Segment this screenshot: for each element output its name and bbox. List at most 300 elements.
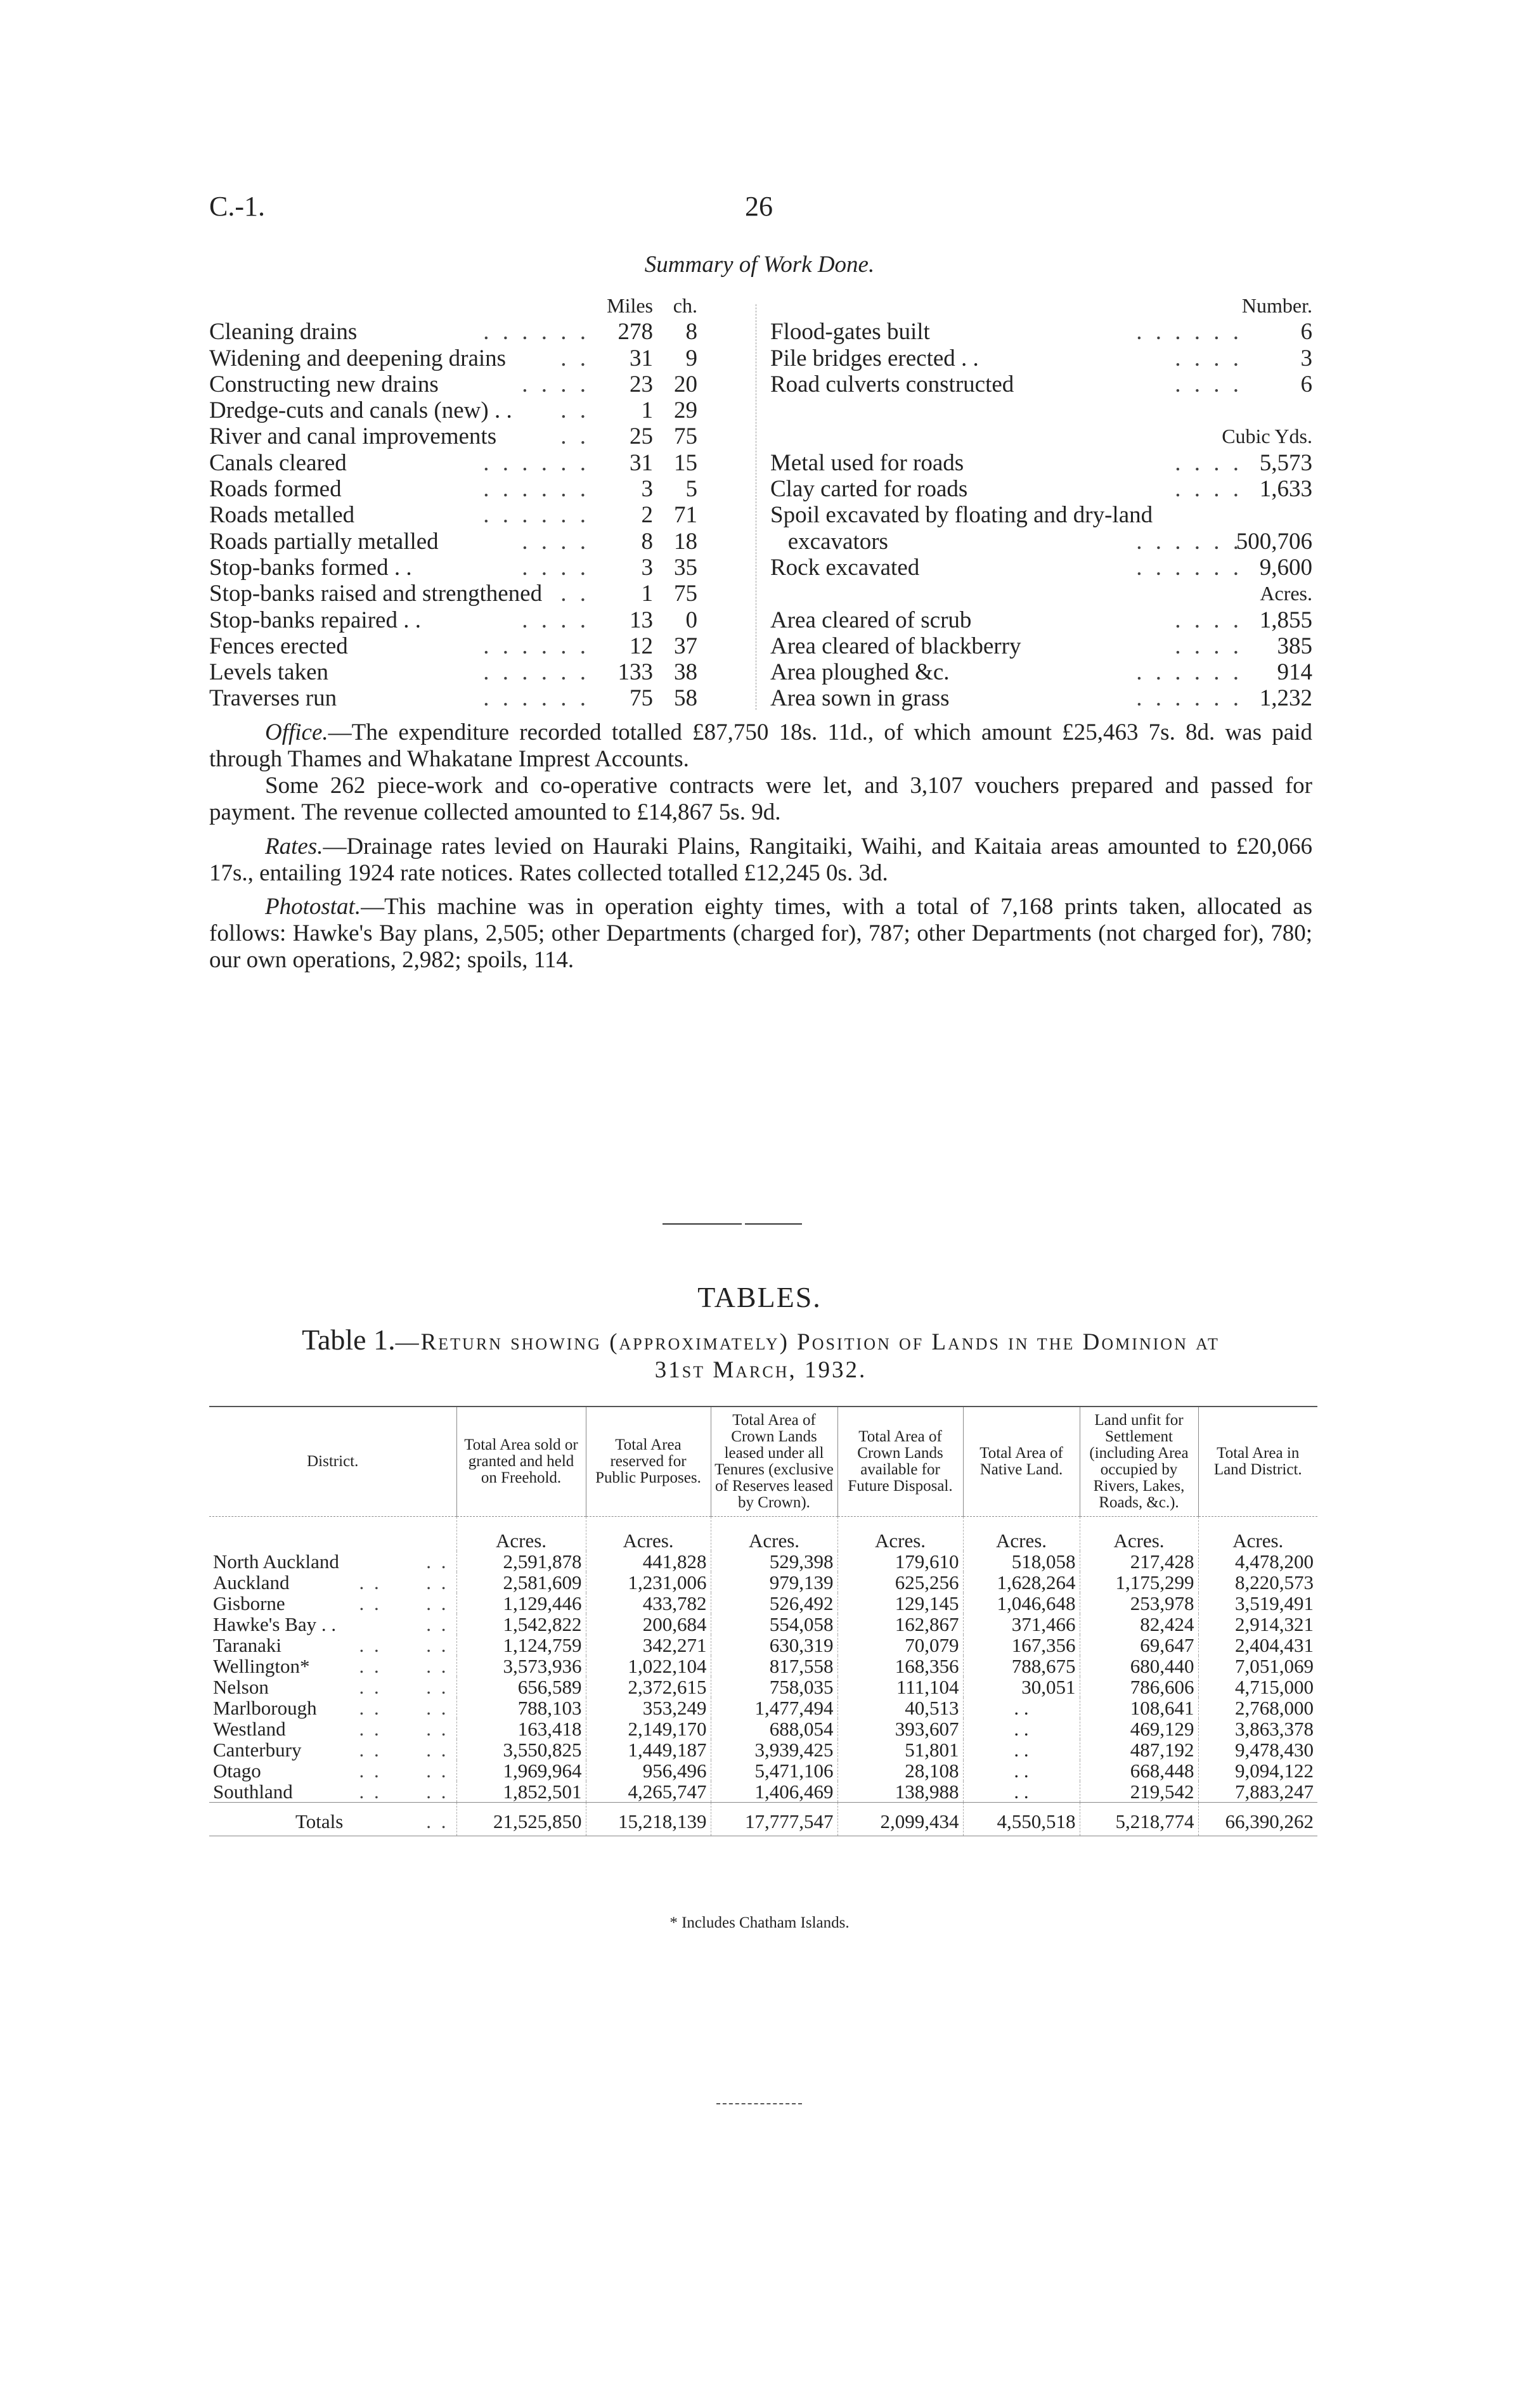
table-row (209, 1739, 1317, 1760)
value-cell: 2,768,000 (1198, 1697, 1317, 1718)
district-cell (209, 1760, 456, 1781)
chains-unit-header: ch. (673, 294, 697, 317)
value-cell: 2,581,609 (456, 1572, 586, 1593)
summary-right-row (770, 555, 1312, 581)
column-header: Total Area of Crown Lands available for Future Disposal. (837, 1407, 963, 1517)
table-row (209, 1614, 1317, 1635)
district-name: Nelson (213, 1676, 269, 1698)
value-cell: 7,051,069 (1198, 1656, 1317, 1677)
value-cell: 680,440 (1080, 1656, 1198, 1677)
table1-name: Table 1. (302, 1323, 396, 1356)
leader-dots: . . . . (522, 607, 590, 633)
value-cell: 788,675 (963, 1656, 1080, 1677)
value-cell: 2,591,878 (456, 1551, 586, 1572)
value-cell: 1,628,264 (963, 1572, 1080, 1593)
value-cell: 554,058 (711, 1614, 837, 1635)
leader-dots: . . . . . . (483, 319, 590, 345)
unit-cell: Acres. (1080, 1517, 1198, 1552)
leader-dots: . . . . (359, 1571, 449, 1594)
value-cell: 3,550,825 (456, 1739, 586, 1760)
district-name: Wellington* (213, 1655, 310, 1677)
district-cell (209, 1572, 456, 1593)
value-cell: 526,492 (711, 1593, 837, 1614)
leader-dots: . . (560, 423, 590, 450)
total-value-cell: 21,525,850 (456, 1803, 586, 1836)
value-cell: . . (963, 1781, 1080, 1803)
total-value-cell: 2,099,434 (837, 1803, 963, 1836)
unit-cell: Acres. (711, 1517, 837, 1552)
work-item-value: 9,600 (1259, 554, 1312, 581)
value-cell: 168,356 (837, 1656, 963, 1677)
summary-right-column (770, 293, 1312, 712)
leader-dots: . . . . (359, 1780, 449, 1803)
district-cell (209, 1739, 456, 1760)
table-footnote: * Includes Chatham Islands. (669, 1914, 850, 1931)
value-cell: 1,969,964 (456, 1760, 586, 1781)
value-cell: 2,914,321 (1198, 1614, 1317, 1635)
office-heading: Office. (265, 719, 328, 745)
miles-value: 25 (630, 423, 653, 450)
work-item-label: River and canal improvements (209, 423, 497, 450)
value-cell: 9,094,122 (1198, 1760, 1317, 1781)
leader-dots: . . . . . . (1136, 319, 1243, 345)
district-name: North Auckland (213, 1550, 339, 1573)
leader-dots: . . . . (359, 1676, 449, 1698)
value-cell: 40,513 (837, 1697, 963, 1718)
value-cell: 4,265,747 (586, 1781, 711, 1803)
leader-dots: . . . . (359, 1697, 449, 1719)
miles-value: 133 (617, 659, 653, 686)
total-value-cell: 4,550,518 (963, 1803, 1080, 1836)
summary-right-row (770, 633, 1312, 659)
leader-dots: . . . . (359, 1634, 449, 1656)
district-cell (209, 1697, 456, 1718)
value-cell: 342,271 (586, 1635, 711, 1656)
miles-value: 13 (630, 607, 653, 633)
district-cell (209, 1677, 456, 1697)
miles-unit-header: Miles (607, 294, 653, 317)
district-name: Westland (213, 1718, 286, 1740)
value-cell: 469,129 (1080, 1718, 1198, 1739)
value-cell: . . (963, 1739, 1080, 1760)
chains-value: 75 (674, 423, 697, 450)
work-item-label: Roads formed (209, 476, 342, 503)
summary-right-row (770, 371, 1312, 397)
district-cell (209, 1551, 456, 1572)
leader-dots: . . . . (1175, 476, 1243, 503)
table-row (209, 1593, 1317, 1614)
value-cell: 1,022,104 (586, 1656, 711, 1677)
value-cell: 179,610 (837, 1551, 963, 1572)
value-cell: . . (963, 1760, 1080, 1781)
value-cell: 253,978 (1080, 1593, 1198, 1614)
value-cell: 129,145 (837, 1593, 963, 1614)
work-item-label: Metal used for roads (770, 449, 964, 476)
work-item-label: Pile bridges erected . . (770, 345, 979, 371)
column-header: Total Area sold or granted and held on Freehold. (456, 1407, 586, 1517)
summary-right-row (770, 659, 1312, 685)
value-cell: 217,428 (1080, 1551, 1198, 1572)
value-cell: 4,478,200 (1198, 1551, 1317, 1572)
section-divider (663, 1223, 742, 1225)
photostat-text: —This machine was in operation eighty times, with a total of 7,168 prints taken, allocated as follows: Hawke's Bay plans, 2,505; other Departments (charged for), 787; other Departments (not charged for), 780; our own operations, 2,982; spoils, 114. (209, 894, 1312, 973)
leader-dots: . . . . . . (483, 502, 590, 529)
district-name: Otago (213, 1760, 261, 1782)
leader-dots: . . . . . . (483, 685, 590, 712)
value-cell: 630,319 (711, 1635, 837, 1656)
page-number: 26 (745, 191, 773, 222)
rates-heading: Rates. (265, 834, 323, 860)
value-cell: 3,519,491 (1198, 1593, 1317, 1614)
work-item-label: Widening and deepening drains (209, 345, 507, 371)
chains-value: 75 (674, 581, 697, 607)
miles-value: 3 (641, 476, 653, 503)
table-row (209, 1551, 1317, 1572)
chains-value: 18 (674, 528, 697, 555)
table-row (209, 1677, 1317, 1697)
value-cell: 625,256 (837, 1572, 963, 1593)
miles-value: 75 (630, 685, 653, 712)
acres-unit-header (770, 581, 1312, 607)
land-table (209, 1406, 1317, 1836)
spacer-row (770, 397, 1312, 423)
district-cell (209, 1635, 456, 1656)
summary-right-row (770, 502, 1312, 528)
leader-dots: . . . . (1175, 371, 1243, 397)
tables-heading: TABLES. (697, 1281, 822, 1313)
value-cell: 1,129,446 (456, 1593, 586, 1614)
value-cell: 2,149,170 (586, 1718, 711, 1739)
photostat-paragraph (209, 894, 1312, 974)
total-value-cell: 17,777,547 (711, 1803, 837, 1836)
value-cell: 111,104 (837, 1677, 963, 1697)
work-item-value: 914 (1277, 659, 1312, 686)
district-cell (209, 1614, 456, 1635)
leader-dots: . . (560, 345, 590, 371)
value-cell: 3,573,936 (456, 1656, 586, 1677)
chains-value: 20 (674, 371, 697, 397)
district-name: Southland (213, 1780, 293, 1803)
number-unit-header (770, 293, 1312, 319)
work-item-label: Stop-banks repaired . . (209, 607, 421, 633)
chains-value: 0 (685, 607, 697, 633)
miles-value: 1 (641, 397, 653, 424)
leader-dots: . . . . (359, 1655, 449, 1677)
leader-dots: . . . . . . (483, 659, 590, 686)
miles-value: 1 (641, 581, 653, 607)
cubic-yards-unit-header-label: Cubic Yds. (1222, 425, 1312, 448)
work-item-label: Canals cleared (209, 449, 347, 476)
value-cell: 1,231,006 (586, 1572, 711, 1593)
value-cell: 758,035 (711, 1677, 837, 1697)
work-item-label: Cleaning drains (209, 319, 358, 345)
miles-value: 3 (641, 554, 653, 581)
summary-of-work-table (209, 293, 1312, 711)
unit-cell: Acres. (963, 1517, 1080, 1552)
work-item-label: Clay carted for roads (770, 476, 968, 503)
summary-left-row (209, 450, 742, 476)
value-cell: 979,139 (711, 1572, 837, 1593)
chains-value: 9 (685, 345, 697, 371)
work-item-value: 500,706 (1236, 528, 1312, 555)
summary-left-row (209, 423, 742, 449)
value-cell: 529,398 (711, 1551, 837, 1572)
value-cell: 219,542 (1080, 1781, 1198, 1803)
miles-value: 278 (617, 319, 653, 345)
value-cell: 668,448 (1080, 1760, 1198, 1781)
value-cell: 956,496 (586, 1760, 711, 1781)
value-cell: 51,801 (837, 1739, 963, 1760)
value-cell: 656,589 (456, 1677, 586, 1697)
value-cell: 167,356 (963, 1635, 1080, 1656)
work-item-value: 6 (1300, 319, 1312, 345)
value-cell: 393,607 (837, 1718, 963, 1739)
work-item-label: Flood-gates built (770, 319, 930, 345)
leader-dots: . . (560, 581, 590, 607)
value-cell: 1,124,759 (456, 1635, 586, 1656)
value-cell: 1,477,494 (711, 1697, 837, 1718)
value-cell: 1,175,299 (1080, 1572, 1198, 1593)
district-cell (209, 1781, 456, 1803)
value-cell: . . (963, 1697, 1080, 1718)
unit-cell: Acres. (837, 1517, 963, 1552)
column-header: Total Area of Native Land. (963, 1407, 1080, 1517)
district-cell (209, 1718, 456, 1739)
work-item-value: 3 (1300, 345, 1312, 371)
total-value-cell: 66,390,262 (1198, 1803, 1317, 1836)
chains-value: 15 (674, 449, 697, 476)
value-cell: 1,542,822 (456, 1614, 586, 1635)
summary-left-row (209, 555, 742, 581)
summary-right-row (770, 607, 1312, 633)
work-item-value: 6 (1300, 371, 1312, 397)
column-header: Total Area reserved for Public Purposes. (586, 1407, 711, 1517)
work-item-value: 1,633 (1259, 476, 1312, 503)
district-name: Hawke's Bay . . (213, 1613, 337, 1635)
value-cell: 487,192 (1080, 1739, 1198, 1760)
miles-value: 23 (630, 371, 653, 397)
rates-paragraph (209, 834, 1312, 887)
table-row (209, 1697, 1317, 1718)
value-cell: 441,828 (586, 1551, 711, 1572)
miles-value: 31 (630, 449, 653, 476)
value-cell: 3,939,425 (711, 1739, 837, 1760)
table-row (209, 1781, 1317, 1803)
chains-value: 71 (674, 502, 697, 529)
value-cell: 162,867 (837, 1614, 963, 1635)
unit-cell (209, 1517, 456, 1552)
work-item-label: Traverses run (209, 685, 337, 712)
value-cell: 1,852,501 (456, 1781, 586, 1803)
summary-left-units-row (209, 293, 742, 319)
total-value-cell: 15,218,139 (586, 1803, 711, 1836)
work-item-label: Stop-banks raised and strengthened (209, 581, 543, 607)
chains-value: 58 (674, 685, 697, 712)
work-item-label: Roads partially metalled (209, 528, 439, 555)
leader-dots: . . . . (1175, 449, 1243, 476)
unit-cell: Acres. (456, 1517, 586, 1552)
summary-left-row (209, 371, 742, 397)
totals-label: Totals (295, 1810, 344, 1832)
summary-left-row (209, 319, 742, 345)
office-text: —The expenditure recorded totalled £87,750 18s. 11d., of which amount £25,463 7s. 8d. was paid through Thames and Whakatane Imprest Accounts. (209, 719, 1312, 772)
summary-right-row (770, 450, 1312, 476)
value-cell: 2,372,615 (586, 1677, 711, 1697)
leader-dots: . . . . (1175, 633, 1243, 659)
chains-value: 35 (674, 554, 697, 581)
table1-caption-line2: 31st March, 1932. (654, 1357, 867, 1383)
leader-dots: . . . . (1175, 607, 1243, 633)
office-paragraph (209, 719, 1312, 826)
district-name: Canterbury (213, 1739, 302, 1761)
value-cell: 82,424 (1080, 1614, 1198, 1635)
table-row (209, 1572, 1317, 1593)
summary-left-row (209, 581, 742, 607)
totals-label-cell (209, 1803, 456, 1836)
leader-dots: . . . . . . (1136, 659, 1243, 686)
acres-unit-header-label: Acres. (1260, 582, 1312, 605)
work-item-label: Dredge-cuts and canals (new) . . (209, 397, 512, 424)
district-cell (209, 1656, 456, 1677)
leader-dots: . . . . (359, 1760, 449, 1782)
value-cell: 108,641 (1080, 1697, 1198, 1718)
leader-dots: . . . . . . (483, 633, 590, 659)
summary-left-row (209, 502, 742, 528)
land-position-table (209, 1406, 1317, 1836)
value-cell: 353,249 (586, 1697, 711, 1718)
end-divider (716, 2103, 802, 2104)
units-row (209, 1517, 1317, 1552)
leader-dots: . . . . . . (483, 476, 590, 503)
work-item-label: Constructing new drains (209, 371, 439, 397)
value-cell: 3,863,378 (1198, 1718, 1317, 1739)
value-cell: 817,558 (711, 1656, 837, 1677)
work-item-label: Area sown in grass (770, 685, 950, 712)
work-item-label: Area cleared of scrub (770, 607, 972, 633)
photostat-heading: Photostat. (265, 894, 361, 920)
value-cell: 28,108 (837, 1760, 963, 1781)
district-cell (209, 1593, 456, 1614)
work-item-value: 1,855 (1259, 607, 1312, 633)
total-value-cell: 5,218,774 (1080, 1803, 1198, 1836)
value-cell: 9,478,430 (1198, 1739, 1317, 1760)
leader-dots: . . (426, 1810, 449, 1832)
table-header-row (209, 1407, 1317, 1517)
cubic-yards-unit-header (770, 423, 1312, 449)
number-unit-header-label: Number. (1241, 294, 1312, 317)
miles-value: 12 (630, 633, 653, 659)
table1-caption (209, 1323, 1312, 1384)
chains-value: 5 (685, 476, 697, 503)
summary-left-row (209, 659, 742, 685)
value-cell: 1,406,469 (711, 1781, 837, 1803)
leader-dots: . . . . (522, 371, 590, 397)
column-header: District. (209, 1407, 456, 1517)
table1-caption-line1: —Return showing (approximately) Position of Lands in the Dominion at (395, 1329, 1220, 1355)
value-cell: 163,418 (456, 1718, 586, 1739)
work-item-label: Levels taken (209, 659, 328, 686)
value-cell: 7,883,247 (1198, 1781, 1317, 1803)
value-cell: 30,051 (963, 1677, 1080, 1697)
unit-cell: Acres. (586, 1517, 711, 1552)
table-body (209, 1517, 1317, 1836)
chains-value: 38 (674, 659, 697, 686)
leader-dots: . . . . (522, 528, 590, 555)
work-item-label: Fences erected (209, 633, 348, 659)
section-divider-right (745, 1223, 802, 1225)
value-cell: 200,684 (586, 1614, 711, 1635)
leader-dots: . . . . . . (1136, 685, 1243, 712)
column-header: Land unfit for Settlement (including Area occupied by Rivers, Lakes, Roads, &c.). (1080, 1407, 1198, 1517)
leader-dots: . . . . (359, 1739, 449, 1761)
summary-left-column (209, 293, 742, 712)
summary-right-row (770, 476, 1312, 502)
summary-title: Summary of Work Done. (644, 252, 875, 278)
summary-left-row (209, 685, 742, 711)
work-item-label: Stop-banks formed . . (209, 554, 412, 581)
summary-right-row (770, 319, 1312, 345)
table-row (209, 1760, 1317, 1781)
work-item-label: Roads metalled (209, 502, 355, 529)
leader-dots: . . . . . . (483, 449, 590, 476)
district-name: Marlborough (213, 1697, 317, 1719)
table-row (209, 1718, 1317, 1739)
summary-right-row (770, 529, 1312, 555)
value-cell: 4,715,000 (1198, 1677, 1317, 1697)
summary-left-row (209, 529, 742, 555)
miles-value: 31 (630, 345, 653, 371)
table-row (209, 1656, 1317, 1677)
chains-value: 37 (674, 633, 697, 659)
value-cell: 69,647 (1080, 1635, 1198, 1656)
totals-row (209, 1803, 1317, 1836)
work-item-label: Spoil excavated by floating and dry-land (770, 502, 1153, 529)
miles-value: 8 (641, 528, 653, 555)
chains-value: 29 (674, 397, 697, 424)
value-cell: 8,220,573 (1198, 1572, 1317, 1593)
summary-left-row (209, 633, 742, 659)
summary-left-row (209, 397, 742, 423)
value-cell: 786,606 (1080, 1677, 1198, 1697)
work-item-label: Area ploughed &c. (770, 659, 950, 686)
miles-value: 2 (641, 502, 653, 529)
value-cell: . . (963, 1718, 1080, 1739)
work-item-value: 5,573 (1259, 449, 1312, 476)
district-name: Taranaki (213, 1634, 281, 1656)
leader-dots: . . . . . . (1136, 554, 1243, 581)
leader-dots: . . . . . . (1136, 528, 1243, 555)
value-cell: 1,449,187 (586, 1739, 711, 1760)
work-item-label: Rock excavated (770, 554, 920, 581)
value-cell: 371,466 (963, 1614, 1080, 1635)
work-item-value: 385 (1277, 633, 1312, 659)
column-header: Total Area of Crown Lands leased under all Tenures (exclusive of Reserves leased by Crown). (711, 1407, 837, 1517)
summary-left-row (209, 476, 742, 502)
value-cell: 138,988 (837, 1781, 963, 1803)
leader-dots: . . (560, 397, 590, 424)
leader-dots: . . . . (359, 1592, 449, 1614)
value-cell: 788,103 (456, 1697, 586, 1718)
work-item-value: 1,232 (1259, 685, 1312, 712)
value-cell: 70,079 (837, 1635, 963, 1656)
district-name: Auckland (213, 1571, 290, 1594)
table-row (209, 1635, 1317, 1656)
value-cell: 5,471,106 (711, 1760, 837, 1781)
value-cell: 433,782 (586, 1593, 711, 1614)
value-cell: 688,054 (711, 1718, 837, 1739)
work-item-label: Area cleared of blackberry (770, 633, 1021, 659)
leader-dots: . . . . (1175, 345, 1243, 371)
